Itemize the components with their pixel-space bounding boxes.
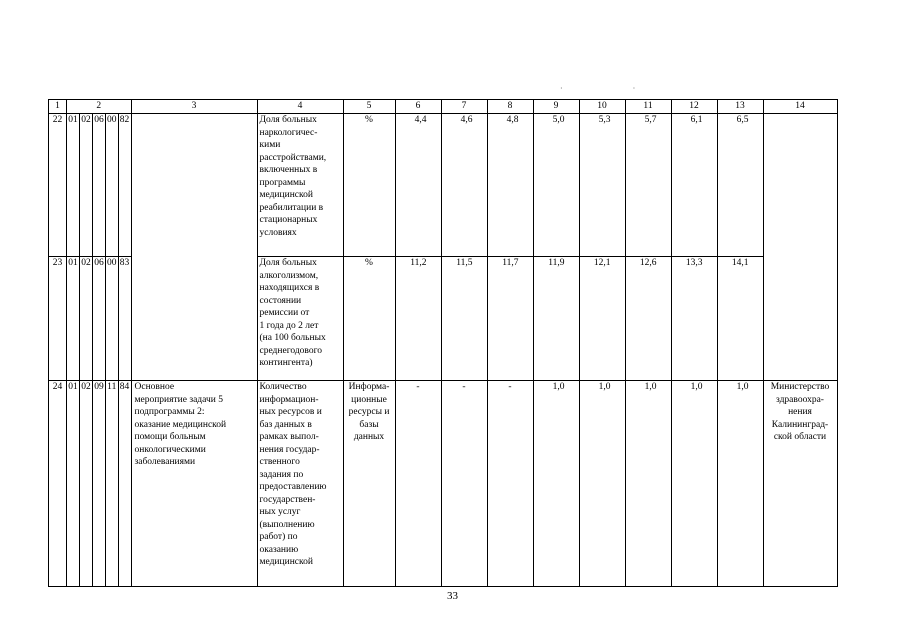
value-cell: 5,7 (625, 114, 671, 257)
code-cell: 01 (67, 381, 80, 587)
value-cell: 1,0 (717, 381, 763, 587)
unit-cell: Информа- ционные ресурсы и базы данных (343, 381, 395, 587)
indicators-table (48, 99, 838, 587)
value-cell: 4,4 (395, 114, 441, 257)
measure-cell: Основное мероприятие задачи 5 подпрограммы 2: оказание медицинской помощи больным онкологическими заболеваниями (131, 381, 257, 587)
executor-cell (763, 114, 837, 381)
value-cell: 4,6 (441, 114, 487, 257)
value-cell: 14,1 (717, 257, 763, 381)
header-cell: 11 (625, 100, 671, 114)
table-row (49, 381, 838, 587)
value-cell: 11,5 (441, 257, 487, 381)
code-cell: 09 (93, 381, 106, 587)
value-cell: - (487, 381, 533, 587)
unit-cell: % (343, 114, 395, 257)
header-cell: 2 (67, 100, 132, 114)
header-row (49, 100, 838, 114)
header-cell: 9 (533, 100, 579, 114)
row-number: 23 (49, 257, 67, 381)
executor-cell: Министерство здравоохра- нения Калининград- ской области (763, 381, 837, 587)
header-cell: 8 (487, 100, 533, 114)
value-cell: 1,0 (579, 381, 625, 587)
row-number: 22 (49, 114, 67, 257)
header-cell: 14 (763, 100, 837, 114)
value-cell: 13,3 (671, 257, 717, 381)
value-cell: - (441, 381, 487, 587)
indicator-cell: Доля больных наркологичес- кими расстройствами, включенных в программы медицинской реабилитации в стационарных условиях (257, 114, 343, 257)
value-cell: 1,0 (671, 381, 717, 587)
header-cell: 12 (671, 100, 717, 114)
code-cell: 01 (67, 257, 80, 381)
value-cell: 11,9 (533, 257, 579, 381)
indicator-cell: Количество информацион- ных ресурсов и баз данных в рамках выпол- нения государ- ственного задания по предоставлению государствен- ных услуг (выполнению работ) по оказанию медицинской (257, 381, 343, 587)
value-cell: 12,6 (625, 257, 671, 381)
row-number: 24 (49, 381, 67, 587)
value-cell: 5,0 (533, 114, 579, 257)
measure-cell (131, 114, 257, 381)
code-cell: 01 (67, 114, 80, 257)
code-cell: 84 (118, 381, 131, 587)
scan-specks: ·· (560, 84, 706, 93)
value-cell: 6,1 (671, 114, 717, 257)
header-cell: 13 (717, 100, 763, 114)
indicator-cell: Доля больных алкоголизмом, находящихся в состоянии ремиссии от 1 года до 2 лет (на 100 больных среднегодового контингента) (257, 257, 343, 381)
value-cell: 11,2 (395, 257, 441, 381)
value-cell: 4,8 (487, 114, 533, 257)
code-cell: 82 (118, 114, 131, 257)
code-cell: 06 (93, 114, 106, 257)
value-cell: 6,5 (717, 114, 763, 257)
value-cell: 11,7 (487, 257, 533, 381)
header-cell: 6 (395, 100, 441, 114)
value-cell: 1,0 (533, 381, 579, 587)
code-cell: 83 (118, 257, 131, 381)
code-cell: 02 (80, 114, 93, 257)
header-cell: 4 (257, 100, 343, 114)
header-cell: 7 (441, 100, 487, 114)
page-number: 33 (447, 590, 458, 602)
code-cell: 02 (80, 381, 93, 587)
value-cell: 12,1 (579, 257, 625, 381)
header-cell: 1 (49, 100, 67, 114)
code-cell: 06 (93, 257, 106, 381)
unit-cell: % (343, 257, 395, 381)
value-cell: 1,0 (625, 381, 671, 587)
header-cell: 5 (343, 100, 395, 114)
code-cell: 00 (106, 114, 119, 257)
code-cell: 00 (106, 257, 119, 381)
code-cell: 02 (80, 257, 93, 381)
table-row (49, 114, 838, 257)
value-cell: 5,3 (579, 114, 625, 257)
value-cell: - (395, 381, 441, 587)
header-cell: 10 (579, 100, 625, 114)
header-cell: 3 (131, 100, 257, 114)
code-cell: 11 (106, 381, 119, 587)
